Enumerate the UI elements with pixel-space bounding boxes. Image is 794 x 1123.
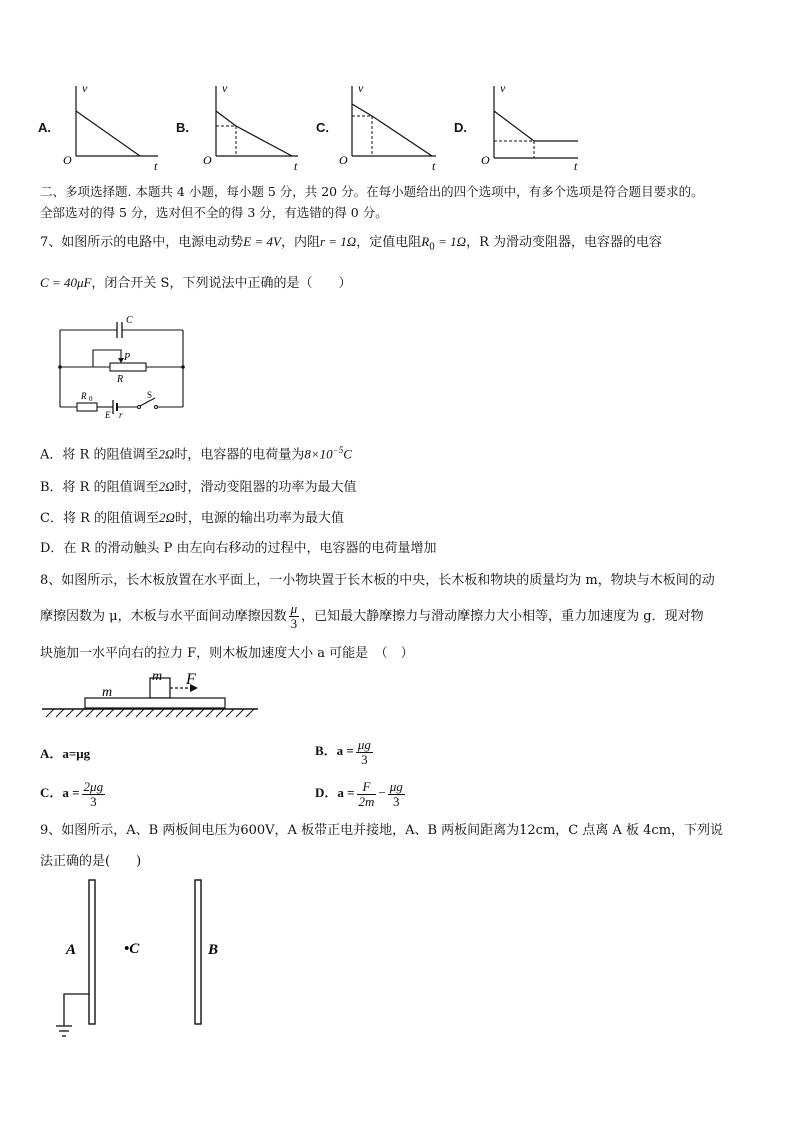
svg-text:v: v xyxy=(222,81,228,95)
board-mass-label: m xyxy=(102,685,113,700)
option-b-label: B. xyxy=(176,120,189,135)
q8-stem-line2: 摩擦因数为 μ，木板与水平面间动摩擦因数 $\frac{\mu}{3}$ ，已知最大静摩擦力与滑动摩擦力大小相等，重力加速度为 g．现对物 xyxy=(40,601,704,631)
graph-d xyxy=(478,78,588,173)
force-label: F xyxy=(186,671,196,688)
switch-label: S xyxy=(147,390,153,400)
mu-over-3: $\frac{\mu}{3}$ xyxy=(290,601,298,631)
section2-line1: 二、多项选择题. 本题共 4 小题，每小题 5 分，共 20 分。在每小题给出的四个选项中，有多个选项是符合题目要求的。 xyxy=(40,184,704,199)
q7-option-d: D．在 R 的滑动触头 P 由左向右移动的过程中，电容器的电荷量增加 xyxy=(40,541,437,556)
q8-option-b: B．a = $\frac{\mu g}{3}$ xyxy=(315,736,371,767)
option-a-label: A. xyxy=(38,120,51,135)
svg-text:t: t xyxy=(294,159,298,173)
svg-text:t: t xyxy=(574,159,578,173)
origin-label: O xyxy=(63,153,72,167)
svg-text:t: t xyxy=(432,159,436,173)
q7-option-a: A．将 R 的阻值调至2Ω时，电容器的电荷量为$8\times 10^{-5}C$ xyxy=(40,445,352,463)
q8-option-c: C．a = $\frac{2\mu g}{3}$ xyxy=(40,778,104,809)
q7-stem-line1: 7、如图所示的电路中，电源电动势E = 4V，内阻r = 1Ω，定值电阻$R_0 = 1\Omega$，R 为滑动变阻器，电容器的电容 xyxy=(40,234,662,253)
graph-c xyxy=(336,78,446,173)
option-c-label: C. xyxy=(316,120,329,135)
axis-v-label: v xyxy=(82,81,88,95)
graph-a xyxy=(60,78,170,173)
svg-text:O: O xyxy=(481,153,490,167)
q7-option-b: B．将 R 的阻值调至2Ω时，滑动变阻器的功率为最大值 xyxy=(40,479,357,495)
q9-stem-line2: 法正确的是( ) xyxy=(40,854,142,869)
q6-options-row xyxy=(0,78,794,178)
capacitor-label: C xyxy=(126,315,133,326)
block-mass-label: m xyxy=(152,669,163,684)
svg-text:O: O xyxy=(203,153,212,167)
q8-option-a: A．a=μg xyxy=(40,746,91,761)
internal-r-label: r xyxy=(119,410,123,420)
q8-stem-line1: 8、如图所示，长木板放置在水平面上，一小物块置于长木板的中央，长木板和物块的质量均为 m，物块与木板间的动 xyxy=(40,573,715,588)
svg-text:v: v xyxy=(500,81,506,95)
plate-a-label: A xyxy=(66,942,77,958)
q7-circuit-diagram xyxy=(55,312,190,422)
slider-p-label: P xyxy=(124,352,131,363)
q7-stem-line2: C = 40μF，闭合开关 S，下列说法中正确的是（ ） xyxy=(40,275,352,291)
q9-plates-diagram xyxy=(50,876,240,1046)
r0-label: R xyxy=(81,391,87,401)
graph-b xyxy=(200,78,310,173)
q8-stem-line3: 块施加一水平向右的拉力 F，则木板加速度大小 a 可能是 （ ） xyxy=(40,646,414,661)
svg-text:O: O xyxy=(339,153,348,167)
rheostat-label: R xyxy=(117,374,124,385)
q8-option-d: D．a = $\frac{F}{2m}$ − $\frac{\mu g}{3}$ xyxy=(315,778,403,809)
point-c-label: •C xyxy=(124,941,140,957)
q7-option-c: C．将 R 的阻值调至2Ω时，电源的输出功率为最大值 xyxy=(40,510,344,526)
svg-text:0: 0 xyxy=(89,395,93,403)
axis-t-label: t xyxy=(154,159,158,173)
svg-text:v: v xyxy=(358,81,364,95)
section2-line2: 全部选对的得 5 分，选对但不全的得 3 分，有选错的得 0 分。 xyxy=(40,205,388,220)
option-d-label: D. xyxy=(454,120,467,135)
emf-label: E xyxy=(105,410,111,420)
q9-stem-line1: 9、如图所示，A、B 两板间电压为600V，A 板带正电并接地，A、B 两板间距离为12cm，C 点离 A 板 4cm，下列说 xyxy=(40,823,724,838)
plate-b-label: B xyxy=(208,942,219,958)
q8-board-block-diagram xyxy=(40,668,262,732)
